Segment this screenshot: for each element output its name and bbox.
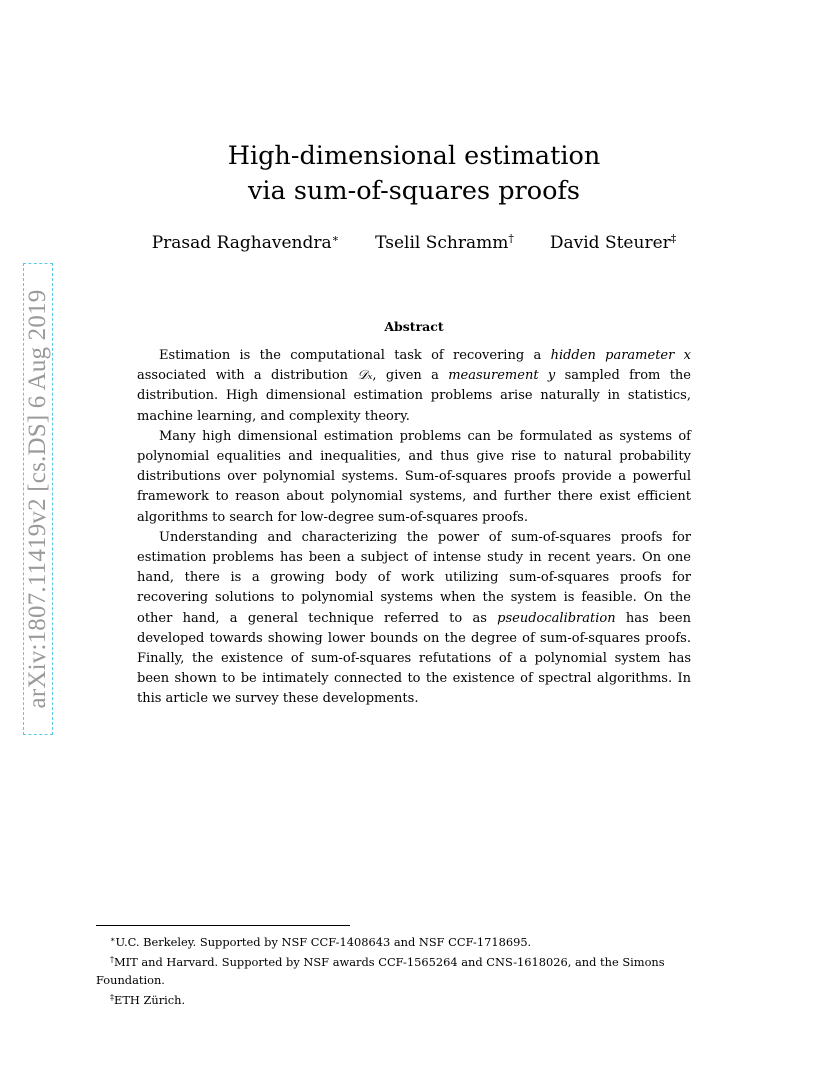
paper-title-line-2: via sum-of-squares proofs (248, 176, 580, 206)
author-steurer (550, 232, 676, 253)
text-span: Estimation is the computational task of recovering a (159, 348, 551, 363)
emphasis: hidden parameter x (550, 348, 691, 363)
footnote-divider (96, 925, 350, 926)
abstract-paragraph-1 (137, 346, 691, 427)
footnote-text: ETH Zürich. (114, 993, 186, 1007)
author-name: David Steurer (549, 233, 671, 253)
text-span: Understanding and characterizing the power of sum-of-squares proofs for estimation problems has been a subject of intense study in recent years. On one hand, there is a growing body of work utilizing sum-of-squares proofs for recovering solutions to polynomial systems when the system is feasible. On the other hand, a general technique referred to as (137, 529, 691, 626)
author-footnote-mark: † (508, 232, 514, 245)
abstract-heading: Abstract (384, 319, 444, 334)
footnotes (96, 931, 732, 1009)
abstract-body (137, 346, 691, 710)
footnote-3 (96, 989, 732, 1009)
abstract-paragraph-2: Many high dimensional estimation problems can be formulated as systems of polynomial equalities and inequalities, and thus give rise to natural probability distributions over polynomial systems. Sum-of-squares proofs provide a powerful framework to reason about polynomial systems, and further there exist efficient algorithms to search for low-degree sum-of-squares proofs. (137, 428, 691, 525)
author-list (0, 232, 828, 253)
abstract-paragraph-3 (137, 528, 691, 710)
arxiv-identifier: arXiv:1807.11419v2 [cs.DS] 6 Aug 2019 (24, 289, 51, 709)
math-symbol: 𝒟ₓ (357, 368, 373, 384)
text-span: has been developed towards showing lower bounds on the degree of sum-of-squares proofs. Finally, the existence of sum-of-squares refutations of a polynomial system has been shown to be intimately connected to the existence of spectral algorithms. In this article we survey these developments. (137, 610, 691, 707)
footnote-mark: ‡ (110, 993, 114, 1002)
footnote-text: MIT and Harvard. Supported by NSF awards CCF-1565264 and CNS-1618026, and the Simons Foundation. (96, 955, 665, 987)
footnote-2 (96, 951, 732, 989)
author-name: Tselil Schramm (375, 233, 509, 253)
text-span: sampled from the distribution. High dimensional estimation problems arise naturally in statistics, machine learning, and complexity theory. (137, 368, 691, 424)
footnote-text: U.C. Berkeley. Supported by NSF CCF-1408643 and NSF CCF-1718695. (115, 935, 532, 949)
paper-title-line-1: High-dimensional estimation (227, 141, 601, 171)
author-name: Prasad Raghavendra (151, 233, 332, 253)
emphasis: measurement y (448, 368, 556, 384)
text-span: , given a (372, 368, 449, 384)
emphasis: pseudocalibration (497, 610, 616, 626)
author-raghavendra (152, 232, 339, 253)
footnote-1 (96, 931, 732, 951)
footnote-mark: ∗ (110, 935, 116, 944)
text-span: associated with a distribution (137, 368, 358, 384)
author-footnote-mark: ‡ (670, 232, 677, 245)
author-schramm (375, 232, 514, 253)
footnote-mark: † (110, 955, 114, 964)
author-footnote-mark: ∗ (331, 232, 340, 245)
